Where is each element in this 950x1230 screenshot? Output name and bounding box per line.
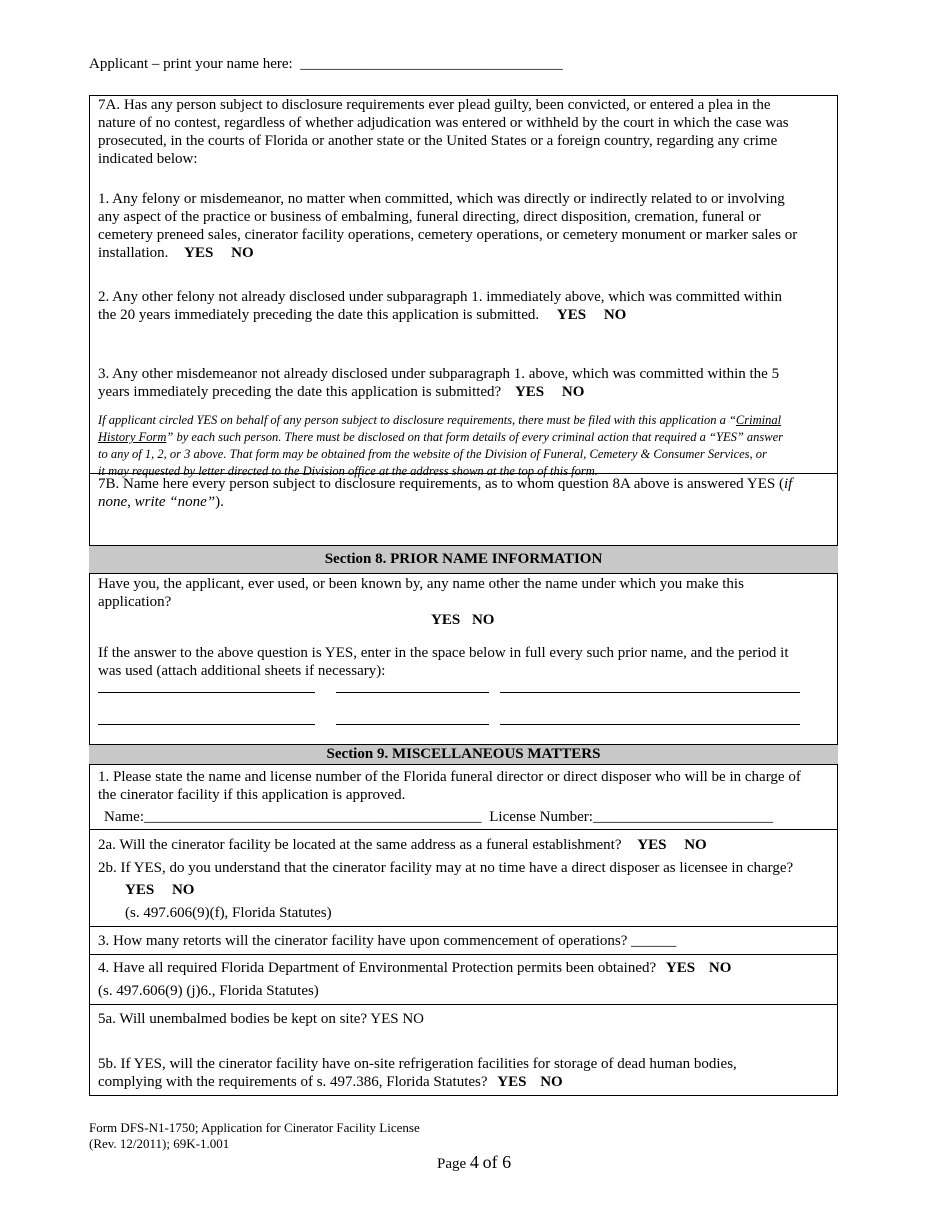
prior-name-period-end-1[interactable] — [500, 692, 800, 693]
license-number-field[interactable]: License Number:________________________ — [489, 809, 773, 825]
director-name-field[interactable]: Name:_____________________________________________ — [104, 809, 482, 825]
q2a-yes[interactable]: YES — [637, 837, 667, 853]
q7a-3-no[interactable]: NO — [561, 384, 585, 400]
prior-name-period-start-2[interactable] — [336, 724, 489, 725]
q9-3: 3. How many retorts will the cinerator facility have upon commencement of operations? ______ — [98, 933, 677, 949]
prior-name-field-2[interactable] — [98, 724, 315, 725]
prior-name-yes[interactable]: YES — [431, 612, 461, 628]
q7a-2-no[interactable]: NO — [603, 307, 627, 323]
form-id: Form DFS-N1-1750; Application for Cinerator Facility License — [89, 1120, 420, 1135]
divider-q4 — [89, 954, 838, 955]
q5b-yes[interactable]: YES — [497, 1074, 527, 1090]
prior-name-field-1[interactable] — [98, 692, 315, 693]
prior-name-no[interactable]: NO — [471, 612, 495, 628]
q5b-no[interactable]: NO — [540, 1074, 563, 1090]
q2b-yes[interactable]: YES — [125, 882, 155, 898]
prior-name-period-start-1[interactable] — [336, 692, 489, 693]
divider-q2 — [89, 829, 838, 830]
criminal-history-form-link[interactable]: Criminal — [735, 413, 782, 427]
footer-form-info — [89, 1120, 420, 1152]
applicant-name-field[interactable]: ___________________________________ — [300, 56, 563, 72]
divider-q5 — [89, 1004, 838, 1005]
q7a-1-no[interactable]: NO — [231, 245, 254, 261]
section-9-header: Section 9. MISCELLANEOUS MATTERS — [89, 744, 838, 765]
q4-no[interactable]: NO — [708, 960, 732, 976]
page-number: Page 4 of 6 — [437, 1152, 512, 1172]
prior-name-period-end-2[interactable] — [500, 724, 800, 725]
form-revision: (Rev. 12/2011); 69K-1.001 — [89, 1136, 230, 1151]
q7a-1-yes[interactable]: YES — [184, 245, 214, 261]
q2a-no[interactable]: NO — [684, 837, 707, 853]
q7a-2-yes[interactable]: YES — [556, 307, 587, 323]
section-8-header: Section 8. PRIOR NAME INFORMATION — [89, 545, 838, 574]
divider-q3 — [89, 926, 838, 927]
divider-7b — [89, 473, 838, 474]
q4-yes[interactable]: YES — [665, 960, 696, 976]
criminal-history-form-link-cont[interactable]: History Form — [98, 430, 167, 444]
q2b-no[interactable]: NO — [171, 882, 195, 898]
q7a-3-yes[interactable]: YES — [514, 384, 545, 400]
applicant-name-row — [89, 56, 563, 73]
applicant-name-label: Applicant – print your name here: — [89, 56, 293, 72]
